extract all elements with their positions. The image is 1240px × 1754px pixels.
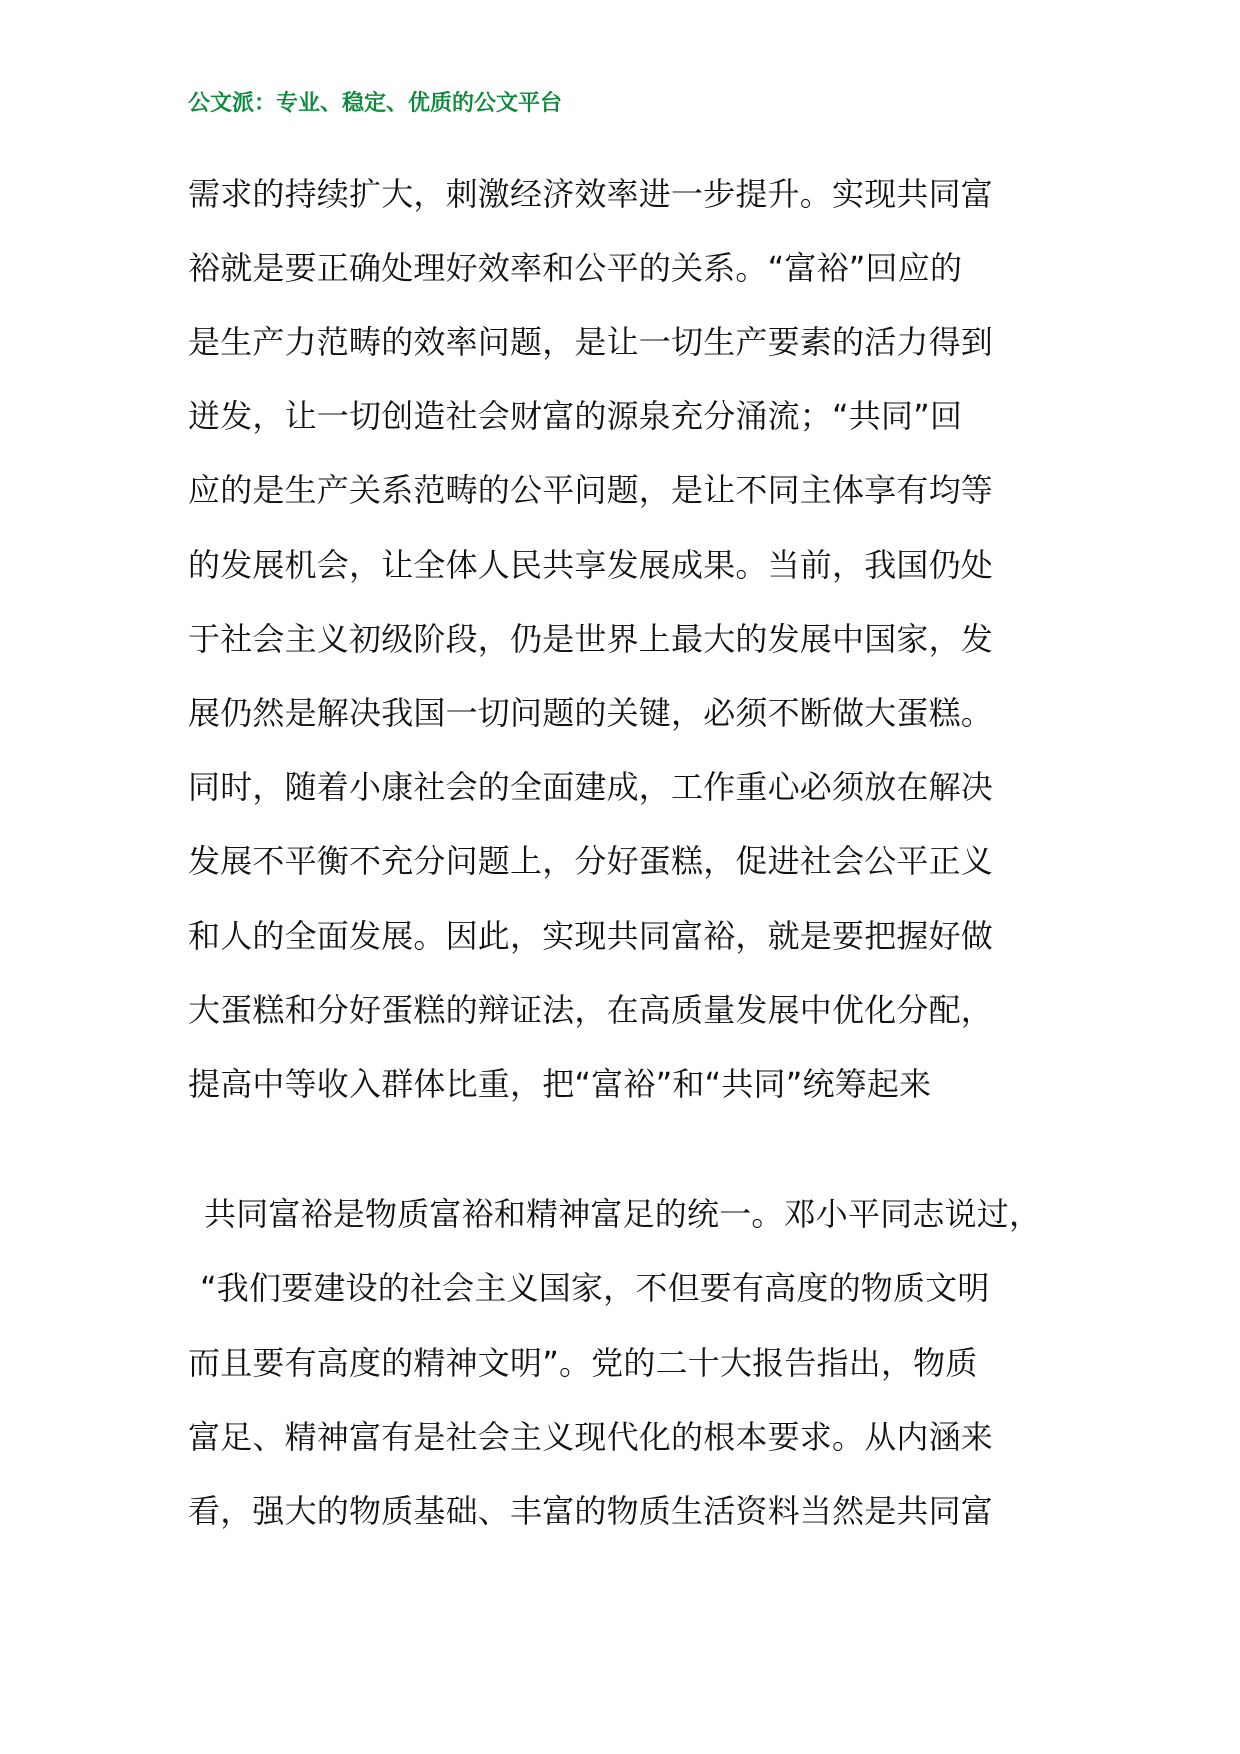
text-line: 需求的持续扩大，刺激经济效率进一步提升。实现共同富 [188,175,994,213]
text-line: 发展不平衡不充分问题上，分好蛋糕，促进社会公平正义 [188,842,994,880]
text-line: 看，强大的物质基础、丰富的物质生活资料当然是共同富 [188,1492,994,1530]
text-line: 展仍然是解决我国一切问题的关键，必须不断做大蛋糕。 [188,694,994,732]
text-line: “我们要建设的社会主义国家，不但要有高度的物质文明 [200,1269,990,1307]
text-line: 大蛋糕和分好蛋糕的辩证法，在高质量发展中优化分配， [188,991,994,1029]
text-line: 而且要有高度的精神文明”。党的二十大报告指出，物质 [188,1344,978,1382]
text-line: 提高中等收入群体比重，把“富裕”和“共同”统筹起来 [188,1065,932,1103]
header-banner: 公文派：专业、稳定、优质的公文平台 [188,91,563,116]
text-line: 同时，随着小康社会的全面建成，工作重心必须放在解决 [188,768,994,806]
text-line: 裕就是要正确处理好效率和公平的关系。“富裕”回应的 [188,249,963,287]
text-line: 于社会主义初级阶段，仍是世界上最大的发展中国家，发 [188,620,994,658]
text-line: 富足、精神富有是社会主义现代化的根本要求。从内涵来 [188,1418,994,1456]
text-line: 和人的全面发展。因此，实现共同富裕，就是要把握好做 [188,917,994,955]
text-line: 应的是生产关系范畴的公平问题，是让不同主体享有均等 [188,471,994,509]
text-line: 是生产力范畴的效率问题，是让一切生产要素的活力得到 [188,323,994,361]
text-line: 迸发，让一切创造社会财富的源泉充分涌流；“共同”回 [188,397,963,435]
text-line: 的发展机会，让全体人民共享发展成果。当前，我国仍处 [188,546,994,584]
text-line: 共同富裕是物质富裕和精神富足的统一。邓小平同志说过， [204,1195,1042,1233]
